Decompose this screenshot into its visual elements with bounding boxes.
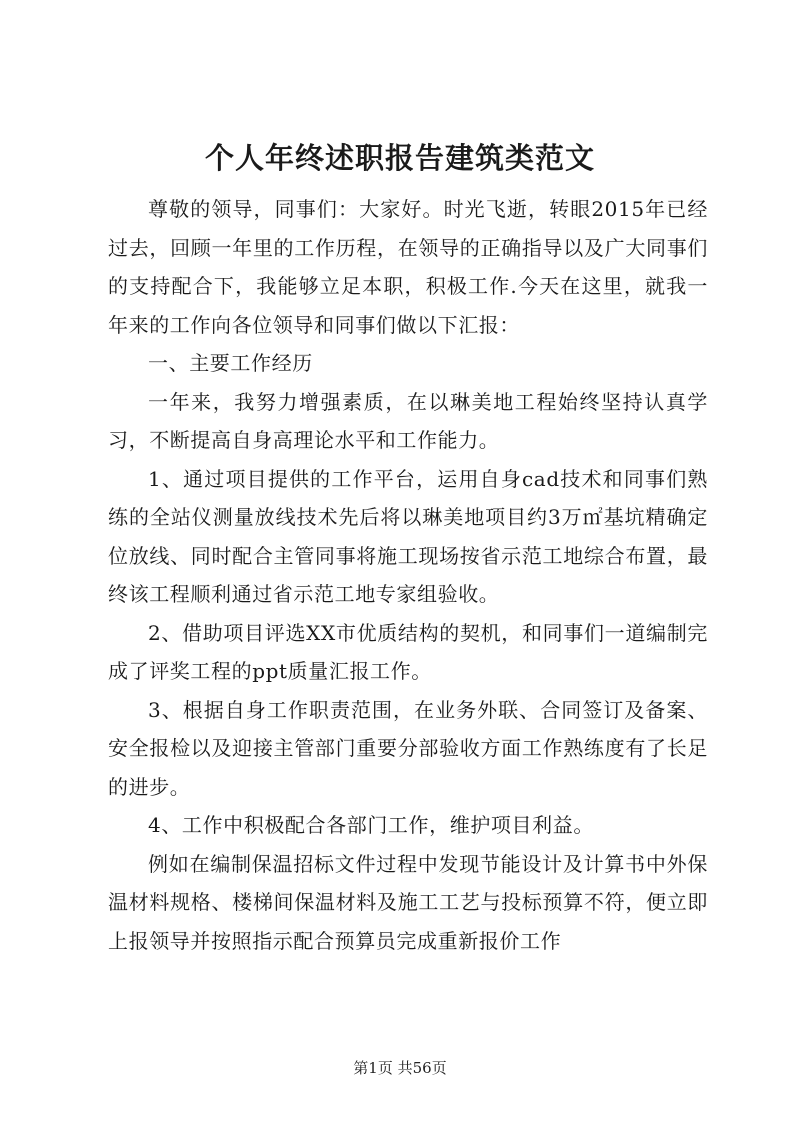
page-number-footer: 第1页 共56页 (353, 1059, 447, 1077)
paragraph-item-4: 4、工作中积极配合各部门工作，维护项目利益。 (148, 813, 594, 837)
paragraph-example: 例如在编制保温招标文件过程中发现节能设计及计算书中外保温材料规格、楼梯间保温材料及施工工艺与投标预算不符，便立即上报领导并按照指示配合预算员完成重新报价工作 (108, 851, 708, 953)
paragraph-greeting: 尊敬的领导，同事们：大家好。时光飞逝，转眼2015年已经过去，回顾一年里的工作历程，在领导的正确指导以及广大同事们的支持配合下，我能够立足本职，积极工作.今天在这里，就我一年来的工作向各位领导和同事们做以下汇报： (108, 197, 708, 337)
document-body (108, 190, 708, 960)
paragraph-item-1: 1、通过项目提供的工作平台，运用自身cad技术和同事们熟练的全站仪测量放线技术先后将以琳美地项目约3万㎡基坑精确定位放线、同时配合主管同事将施工现场按省示范工地综合布置，最终该工程顺利通过省示范工地专家组验收。 (108, 466, 708, 606)
paragraph-item-2: 2、借助项目评选XX市优质结构的契机，和同事们一道编制完成了评奖工程的ppt质量汇报工作。 (108, 620, 708, 683)
paragraph-item-3: 3、根据自身工作职责范围，在业务外联、合同签订及备案、安全报检以及迎接主管部门重要分部验收方面工作熟练度有了长足的进步。 (108, 697, 708, 799)
paragraph-section-heading: 一、主要工作经历 (148, 351, 313, 375)
document-title: 个人年终述职报告建筑类范文 (204, 141, 595, 175)
paragraph-summary: 一年来，我努力增强素质，在以琳美地工程始终坚持认真学习，不断提高自身高理论水平和工作能力。 (108, 389, 708, 452)
